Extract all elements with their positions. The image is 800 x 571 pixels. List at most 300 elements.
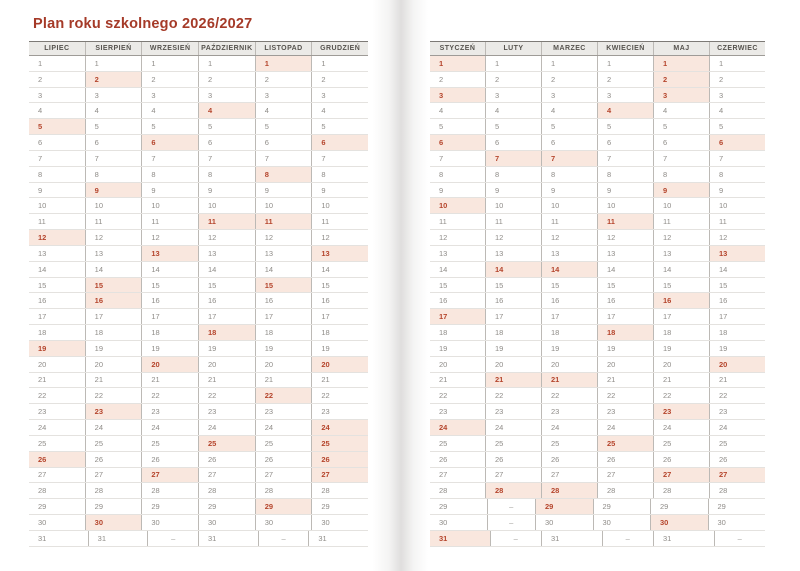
day-cell: 8: [430, 167, 486, 182]
day-cell: 13: [486, 246, 542, 261]
holiday-day-cell: 26: [312, 452, 368, 467]
holiday-day-cell: 23: [654, 404, 710, 419]
holiday-day-cell: 30: [651, 515, 709, 530]
day-cell: 9: [199, 183, 256, 198]
holiday-day-cell: 27: [142, 468, 199, 483]
day-cell: 30: [430, 515, 488, 530]
day-cell: 22: [542, 388, 598, 403]
day-cell: 18: [29, 325, 86, 340]
day-cell: 16: [486, 293, 542, 308]
holiday-day-cell: 11: [598, 214, 654, 229]
day-cell: 5: [719, 122, 724, 132]
day-cell: 29: [142, 499, 199, 514]
day-cell: 29: [594, 499, 652, 514]
day-cell: 4: [86, 103, 143, 118]
day-cell: 14: [654, 262, 710, 277]
day-cell: 13: [86, 246, 143, 261]
day-cell: 12: [256, 230, 313, 245]
day-cell: 30: [321, 517, 330, 527]
day-cell: 9: [430, 183, 486, 198]
day-cell: 21: [86, 373, 143, 388]
day-cell: 8: [142, 167, 199, 182]
holiday-day-cell: 16: [86, 293, 143, 308]
day-cell: 28: [430, 483, 486, 498]
day-cell: 22: [598, 388, 654, 403]
day-cell: 2: [256, 72, 313, 87]
day-cell: 24: [486, 420, 542, 435]
calendar-row: [430, 404, 765, 420]
day-cell: 16: [430, 293, 486, 308]
day-cell: 16: [542, 293, 598, 308]
day-cell: 29: [321, 502, 330, 512]
holiday-day-cell: 1: [654, 56, 710, 71]
empty-day-cell: –: [491, 531, 543, 546]
day-cell: 7: [654, 151, 710, 166]
day-cell: 5: [86, 119, 143, 134]
day-cell: 8: [29, 167, 86, 182]
holiday-day-cell: 17: [430, 309, 486, 324]
day-cell: 27: [86, 468, 143, 483]
day-cell: 16: [142, 293, 199, 308]
day-cell: 1: [86, 56, 143, 71]
day-cell: 31: [318, 533, 327, 543]
day-cell: 4: [486, 103, 542, 118]
day-cell: 10: [142, 198, 199, 213]
day-cell: 17: [199, 309, 256, 324]
day-cell: 22: [142, 388, 199, 403]
day-cell: 7: [199, 151, 256, 166]
day-cell: 27: [598, 468, 654, 483]
empty-day-cell: –: [488, 515, 537, 530]
holiday-day-cell: 15: [86, 278, 143, 293]
day-cell: 28: [321, 486, 330, 496]
day-cell: 18: [321, 327, 330, 337]
day-cell: 27: [542, 468, 598, 483]
day-cell: 18: [719, 327, 728, 337]
day-cell: 16: [199, 293, 256, 308]
day-cell: 28: [598, 483, 654, 498]
month-header-row: [430, 41, 765, 56]
holiday-day-cell: 20: [710, 357, 765, 372]
holiday-day-cell: 2: [86, 72, 143, 87]
calendar-row: [29, 341, 368, 357]
day-cell: 7: [321, 153, 326, 163]
calendar-row: [430, 531, 765, 547]
day-cell: 23: [486, 404, 542, 419]
day-cell: 1: [29, 56, 86, 71]
day-cell: 25: [29, 436, 86, 451]
holiday-day-cell: 13: [710, 246, 765, 261]
day-cell: 29: [86, 499, 143, 514]
day-cell: 10: [598, 198, 654, 213]
day-cell: 12: [719, 233, 728, 243]
day-cell: 24: [542, 420, 598, 435]
calendar-row: [430, 103, 765, 119]
day-cell: 14: [321, 264, 330, 274]
calendar-row: [430, 293, 765, 309]
month-header: WRZESIEŃ: [142, 42, 199, 55]
day-cell: 6: [654, 135, 710, 150]
holiday-day-cell: 9: [654, 183, 710, 198]
day-cell: 7: [430, 151, 486, 166]
day-cell: 3: [29, 88, 86, 103]
day-cell: 10: [719, 201, 728, 211]
day-cell: 12: [486, 230, 542, 245]
day-cell: 2: [719, 74, 724, 84]
calendar-row: [430, 420, 765, 436]
calendar-row: [430, 436, 765, 452]
holiday-day-cell: 14: [542, 262, 598, 277]
day-cell: 30: [536, 515, 594, 530]
day-cell: 19: [719, 343, 728, 353]
day-cell: 20: [430, 357, 486, 372]
day-cell: 23: [199, 404, 256, 419]
day-cell: 1: [598, 56, 654, 71]
day-cell: 13: [598, 246, 654, 261]
calendar-row: [29, 278, 368, 294]
day-cell: 19: [598, 341, 654, 356]
day-cell: 16: [29, 293, 86, 308]
day-cell: 10: [199, 198, 256, 213]
calendar-row: [29, 135, 368, 151]
day-cell: 3: [486, 88, 542, 103]
day-cell: 7: [256, 151, 313, 166]
day-cell: 31: [199, 531, 259, 546]
day-cell: 8: [598, 167, 654, 182]
day-cell: 22: [486, 388, 542, 403]
page-title: Plan roku szkolnego 2026/2027: [33, 16, 253, 32]
day-cell: 5: [142, 119, 199, 134]
day-cell: 1: [199, 56, 256, 71]
day-cell: 25: [486, 436, 542, 451]
day-cell: 24: [654, 420, 710, 435]
holiday-day-cell: 28: [542, 483, 598, 498]
calendar-row: [430, 515, 765, 531]
day-cell: 24: [142, 420, 199, 435]
holiday-day-cell: 6: [142, 135, 199, 150]
day-cell: 27: [29, 468, 86, 483]
day-cell: 1: [542, 56, 598, 71]
holiday-day-cell: 1: [256, 56, 313, 71]
day-cell: 18: [86, 325, 143, 340]
day-cell: 11: [719, 217, 727, 227]
day-cell: 12: [598, 230, 654, 245]
day-cell: 6: [486, 135, 542, 150]
holiday-day-cell: 6: [312, 135, 368, 150]
calendar-left: [29, 41, 368, 547]
holiday-day-cell: 3: [430, 88, 486, 103]
calendar-right: [430, 41, 765, 547]
day-cell: 4: [256, 103, 313, 118]
calendar-row: [430, 483, 765, 499]
day-cell: 4: [654, 103, 710, 118]
calendar-row: [430, 88, 765, 104]
calendar-row: [430, 119, 765, 135]
calendar-row: [430, 388, 765, 404]
day-cell: 25: [142, 436, 199, 451]
day-cell: 24: [719, 422, 728, 432]
day-cell: 21: [598, 373, 654, 388]
holiday-day-cell: 20: [312, 357, 368, 372]
holiday-day-cell: 18: [598, 325, 654, 340]
calendar-row: [29, 293, 368, 309]
holiday-day-cell: 19: [29, 341, 86, 356]
day-cell: 19: [256, 341, 313, 356]
month-header: GRUDZIEŃ: [320, 45, 361, 52]
day-cell: 11: [542, 214, 598, 229]
day-cell: 18: [256, 325, 313, 340]
day-cell: 7: [86, 151, 143, 166]
month-header: LUTY: [486, 42, 542, 55]
empty-day-cell: –: [148, 531, 199, 546]
day-cell: 17: [719, 312, 728, 322]
day-cell: 23: [542, 404, 598, 419]
holiday-day-cell: 27: [654, 468, 710, 483]
month-header: PAŹDZIERNIK: [199, 42, 256, 55]
day-cell: 17: [142, 309, 199, 324]
day-cell: 26: [542, 452, 598, 467]
holiday-day-cell: 4: [199, 103, 256, 118]
month-header: MAJ: [654, 42, 710, 55]
calendar-row: [29, 483, 368, 499]
day-cell: 9: [29, 183, 86, 198]
day-cell: 3: [542, 88, 598, 103]
day-cell: 11: [142, 214, 199, 229]
calendar-row: [29, 246, 368, 262]
page-gutter-shadow: [372, 0, 428, 571]
day-cell: 2: [486, 72, 542, 87]
day-cell: 5: [654, 119, 710, 134]
day-cell: 4: [719, 106, 724, 116]
calendar-row: [29, 103, 368, 119]
day-cell: 18: [542, 325, 598, 340]
holiday-day-cell: 11: [256, 214, 313, 229]
day-cell: 6: [598, 135, 654, 150]
day-cell: 13: [199, 246, 256, 261]
day-cell: 15: [430, 278, 486, 293]
day-cell: 27: [430, 468, 486, 483]
day-cell: 25: [430, 436, 486, 451]
day-cell: 29: [199, 499, 256, 514]
day-cell: 31: [654, 531, 715, 546]
holiday-day-cell: 24: [430, 420, 486, 435]
holiday-day-cell: 1: [430, 56, 486, 71]
month-header-row: [29, 41, 368, 56]
calendar-row: [430, 468, 765, 484]
day-cell: 16: [598, 293, 654, 308]
day-cell: 19: [654, 341, 710, 356]
day-cell: 12: [430, 230, 486, 245]
day-cell: 12: [321, 233, 330, 243]
day-cell: 28: [86, 483, 143, 498]
day-cell: 27: [486, 468, 542, 483]
calendar-row: [29, 373, 368, 389]
day-cell: 12: [86, 230, 143, 245]
day-cell: 21: [256, 373, 313, 388]
calendar-row: [430, 214, 765, 230]
calendar-row: [430, 341, 765, 357]
holiday-day-cell: 14: [486, 262, 542, 277]
day-cell: 7: [719, 153, 724, 163]
day-cell: 3: [142, 88, 199, 103]
calendar-row: [29, 452, 368, 468]
day-cell: 18: [430, 325, 486, 340]
day-cell: 28: [199, 483, 256, 498]
day-cell: 8: [321, 169, 326, 179]
calendar-row: [430, 56, 765, 72]
day-cell: 10: [256, 198, 313, 213]
day-cell: 10: [321, 201, 330, 211]
day-cell: 15: [719, 280, 728, 290]
day-cell: 5: [486, 119, 542, 134]
day-cell: 21: [142, 373, 199, 388]
day-cell: 22: [654, 388, 710, 403]
calendar-row: [430, 452, 765, 468]
day-cell: 5: [430, 119, 486, 134]
day-cell: 24: [199, 420, 256, 435]
day-cell: 13: [542, 246, 598, 261]
month-header: LISTOPAD: [256, 42, 313, 55]
day-cell: 17: [321, 312, 330, 322]
holiday-day-cell: 7: [486, 151, 542, 166]
day-cell: 2: [430, 72, 486, 87]
day-cell: 19: [542, 341, 598, 356]
calendar-row: [430, 230, 765, 246]
calendar-row: [430, 72, 765, 88]
day-cell: 11: [654, 214, 710, 229]
calendar-row: [430, 167, 765, 183]
calendar-row: [430, 246, 765, 262]
day-cell: 29: [430, 499, 488, 514]
day-cell: 6: [199, 135, 256, 150]
day-cell: 28: [654, 483, 710, 498]
holiday-day-cell: 21: [542, 373, 598, 388]
day-cell: 17: [256, 309, 313, 324]
day-cell: 22: [321, 391, 330, 401]
calendar-row: [430, 373, 765, 389]
day-cell: 29: [651, 499, 709, 514]
holiday-day-cell: 6: [710, 135, 765, 150]
calendar-row: [29, 262, 368, 278]
day-cell: 13: [654, 246, 710, 261]
day-cell: 17: [542, 309, 598, 324]
day-cell: 2: [542, 72, 598, 87]
calendar-row: [430, 309, 765, 325]
holiday-day-cell: 8: [256, 167, 313, 182]
holiday-day-cell: 29: [256, 499, 313, 514]
day-cell: 21: [430, 373, 486, 388]
day-cell: 3: [256, 88, 313, 103]
day-cell: 20: [256, 357, 313, 372]
day-cell: 4: [142, 103, 199, 118]
day-cell: 19: [430, 341, 486, 356]
calendar-grid: [29, 56, 368, 547]
day-cell: 28: [719, 486, 728, 496]
day-cell: 7: [29, 151, 86, 166]
day-cell: 25: [256, 436, 313, 451]
day-cell: 21: [29, 373, 86, 388]
day-cell: 30: [256, 515, 313, 530]
holiday-day-cell: 5: [29, 119, 86, 134]
day-cell: 15: [598, 278, 654, 293]
day-cell: 12: [542, 230, 598, 245]
day-cell: 5: [598, 119, 654, 134]
day-cell: 28: [142, 483, 199, 498]
day-cell: 25: [542, 436, 598, 451]
calendar-row: [430, 499, 765, 515]
day-cell: 1: [719, 58, 724, 68]
calendar-row: [29, 388, 368, 404]
day-cell: 8: [199, 167, 256, 182]
day-cell: 9: [598, 183, 654, 198]
empty-day-cell: –: [603, 531, 655, 546]
day-cell: 20: [486, 357, 542, 372]
day-cell: 30: [142, 515, 199, 530]
holiday-day-cell: 25: [598, 436, 654, 451]
day-cell: 2: [142, 72, 199, 87]
day-cell: 26: [142, 452, 199, 467]
day-cell: 27: [256, 468, 313, 483]
holiday-day-cell: 9: [86, 183, 143, 198]
day-cell: 18: [142, 325, 199, 340]
day-cell: 23: [598, 404, 654, 419]
holiday-day-cell: 13: [312, 246, 368, 261]
day-cell: 9: [321, 185, 326, 195]
day-cell: 6: [256, 135, 313, 150]
day-cell: 26: [256, 452, 313, 467]
day-cell: 8: [654, 167, 710, 182]
calendar-row: [29, 198, 368, 214]
calendar-row: [29, 499, 368, 515]
day-cell: 31: [542, 531, 603, 546]
calendar-row: [29, 357, 368, 373]
day-cell: 3: [199, 88, 256, 103]
day-cell: 22: [719, 391, 728, 401]
day-cell: 26: [719, 454, 728, 464]
day-cell: 3: [321, 90, 326, 100]
day-cell: 13: [29, 246, 86, 261]
day-cell: 2: [29, 72, 86, 87]
day-cell: 17: [654, 309, 710, 324]
day-cell: 9: [256, 183, 313, 198]
day-cell: 19: [142, 341, 199, 356]
day-cell: 31: [89, 531, 149, 546]
day-cell: 18: [654, 325, 710, 340]
day-cell: 11: [321, 217, 330, 227]
day-cell: 22: [86, 388, 143, 403]
month-header: SIERPIEŃ: [86, 42, 143, 55]
calendar-row: [29, 404, 368, 420]
day-cell: 20: [542, 357, 598, 372]
month-header: MARZEC: [542, 42, 598, 55]
holiday-day-cell: 18: [199, 325, 256, 340]
day-cell: 14: [256, 262, 313, 277]
day-cell: 20: [598, 357, 654, 372]
day-cell: 10: [654, 198, 710, 213]
day-cell: 19: [486, 341, 542, 356]
day-cell: 14: [29, 262, 86, 277]
day-cell: 5: [199, 119, 256, 134]
holiday-day-cell: 25: [199, 436, 256, 451]
holiday-day-cell: 11: [199, 214, 256, 229]
day-cell: 20: [29, 357, 86, 372]
day-cell: 14: [598, 262, 654, 277]
holiday-day-cell: 31: [430, 531, 491, 546]
day-cell: 10: [29, 198, 86, 213]
day-cell: 26: [654, 452, 710, 467]
day-cell: 15: [199, 278, 256, 293]
day-cell: 30: [717, 517, 726, 527]
